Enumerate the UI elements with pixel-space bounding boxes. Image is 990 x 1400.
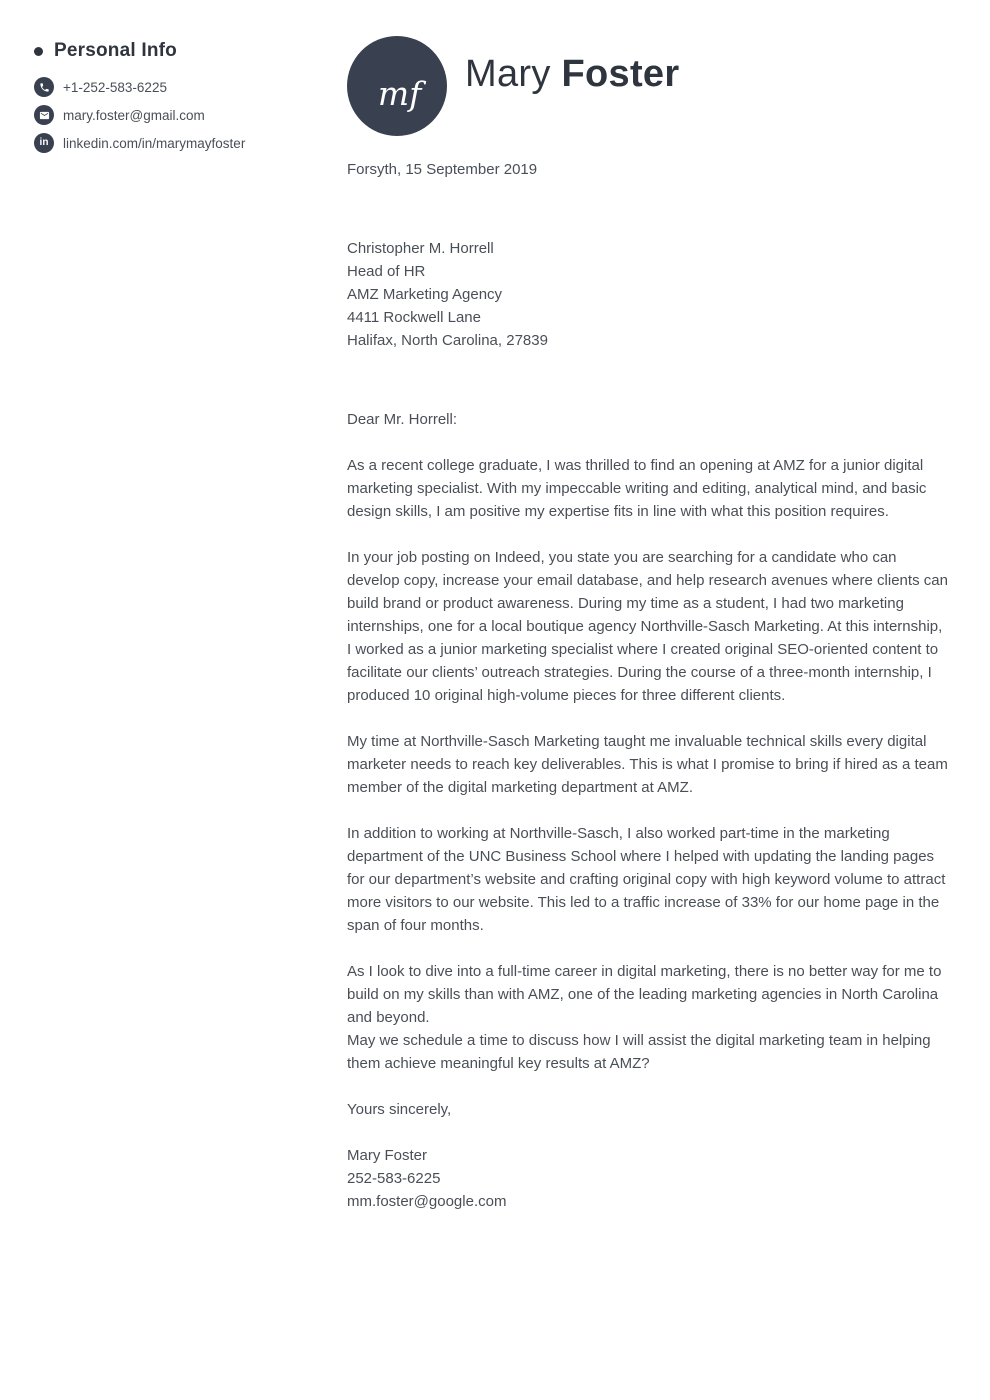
signature-block (347, 1144, 948, 1213)
paragraph-2: In your job posting on Indeed, you state you are searching for a candidate who can develop copy, increase your email database, and help research avenues where clients can build brand or product awareness. During my time as a student, I had two marketing internships, one for a local boutique agency Northville-Sasch Marketing. At this internship, I worked as a junior marketing specialist where I created original SEO-oriented content to facilitate our clients’ outreach strategies. During the course of a three-month internship, I produced 10 original high-volume pieces for three different clients. (347, 549, 948, 704)
date-line: Forsyth, 15 September 2019 (347, 161, 538, 178)
letter-body (347, 36, 948, 1213)
closing-line: Yours sincerely, (347, 1101, 452, 1118)
contact-row-linkedin (34, 133, 329, 153)
paragraph-4: In addition to working at Northville-Sasch, I also worked part-time in the marketing department of the UNC Business School where I helped with updating the landing pages for our department’s website and crafting original copy with high keyword volume to attract more visitors to our website. This led to a traffic increase of 33% for our home page in the span of four months. (347, 825, 946, 934)
contact-row-email (34, 105, 329, 125)
page-title (465, 52, 679, 136)
recipient-street: 4411 Rockwell Lane (347, 309, 481, 326)
name-header (347, 36, 948, 136)
paragraph-1: As a recent college graduate, I was thrilled to find an opening at AMZ for a junior digital marketing specialist. With my impeccable writing and editing, analytical mind, and basic design skills, I am positive my expertise fits in line with what this position requires. (347, 457, 927, 520)
contact-row-phone (34, 77, 329, 97)
paragraph-3: My time at Northville-Sasch Marketing taught me invaluable technical skills every digital marketer needs to reach key deliverables. This is what I promise to bring if hired as a team member of the digital marketing department at AMZ. (347, 733, 948, 796)
linkedin-url: linkedin.com/in/marymayfoster (63, 135, 246, 151)
recipient-name: Christopher M. Horrell (347, 240, 494, 257)
signature-email: mm.foster@google.com (347, 1193, 507, 1210)
first-name: Mary (465, 53, 551, 95)
phone-icon (34, 77, 54, 97)
signature-name: Mary Foster (347, 1147, 428, 1164)
paragraph-6: May we schedule a time to discuss how I will assist the digital marketing team in helping them achieve meaningful key results at AMZ? (347, 1032, 931, 1072)
linkedin-icon: in (34, 133, 54, 153)
mail-icon (34, 105, 54, 125)
contact-list (34, 77, 329, 153)
recipient-company: AMZ Marketing Agency (347, 286, 503, 303)
phone-number: +1-252-583-6225 (63, 79, 167, 95)
avatar (347, 36, 447, 136)
monogram-initials: mf (377, 73, 422, 113)
email-address: mary.foster@gmail.com (63, 107, 205, 123)
personal-info-heading (34, 40, 329, 62)
salutation: Dear Mr. Horrell: (347, 411, 458, 428)
recipient-block (347, 237, 948, 352)
last-name: Foster (561, 53, 680, 95)
signature-phone: 252-583-6225 (347, 1170, 441, 1187)
sidebar (34, 40, 329, 153)
recipient-title: Head of HR (347, 263, 426, 280)
recipient-city: Halifax, North Carolina, 27839 (347, 332, 548, 349)
personal-info-title: Personal Info (54, 40, 177, 61)
paragraph-5: As I look to dive into a full-time career in digital marketing, there is no better way for me to build on my skills than with AMZ, one of the leading marketing agencies in North Carolina and beyond. (347, 963, 942, 1026)
bullet-icon (34, 47, 43, 56)
